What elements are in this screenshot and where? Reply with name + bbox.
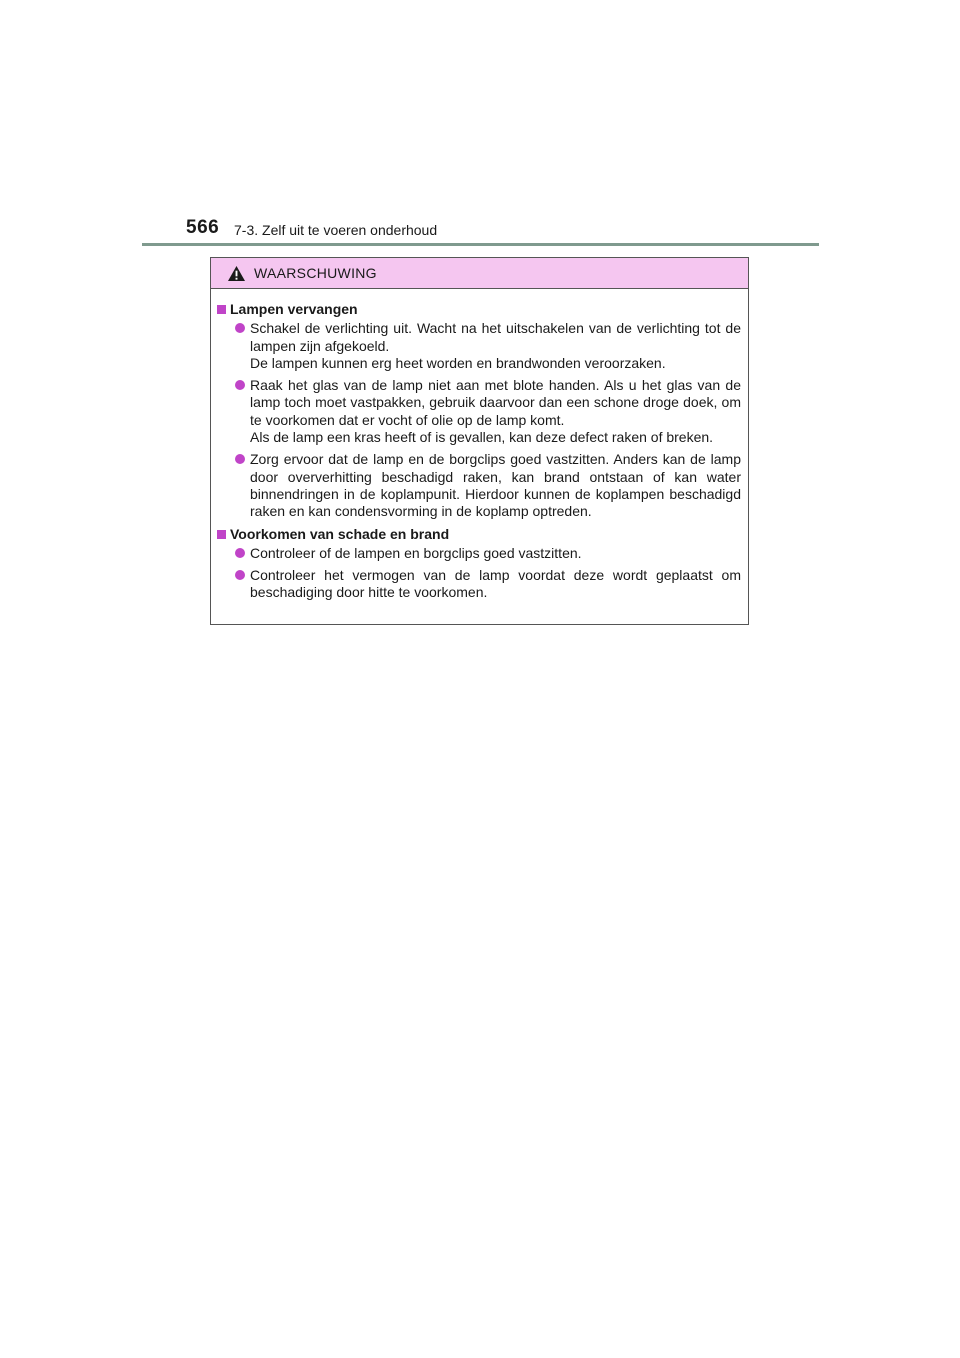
list-item-text: Controleer het vermogen van de lamp voordat deze wordt geplaatst om beschadiging door hitte te voorkomen.	[250, 567, 741, 601]
header-divider	[142, 243, 819, 246]
round-bullet-icon	[235, 323, 245, 333]
round-bullet-icon	[235, 454, 245, 464]
square-bullet-icon	[217, 305, 226, 314]
list-item	[217, 567, 741, 602]
warning-body	[211, 289, 748, 602]
section-heading	[217, 526, 741, 543]
page-number: 566	[186, 217, 220, 238]
section-title: 7-3. Zelf uit te voeren onderhoud	[234, 222, 438, 238]
section-heading-text: Voorkomen van schade en brand	[230, 525, 450, 542]
round-bullet-icon	[235, 570, 245, 580]
list-item-text: Controleer of de lampen en borgclips goed vastzitten.	[250, 544, 582, 561]
warning-title: WAARSCHUWING	[254, 265, 377, 281]
list-item	[217, 451, 741, 520]
warning-box	[210, 257, 749, 625]
list-item	[217, 377, 741, 446]
warning-triangle-icon	[227, 265, 246, 282]
warning-header	[211, 258, 748, 289]
round-bullet-icon	[235, 548, 245, 558]
section-heading-text: Lampen vervangen	[230, 301, 358, 317]
list-item-text: De lampen kunnen erg heet worden en brandwonden veroorzaken.	[250, 354, 666, 371]
list-item-text: Zorg ervoor dat de lamp en de borgclips goed vastzitten. Anders kan de lamp door oververhitting beschadigd raken, kan brand ontstaan of kan water binnendringen in de koplampunit. Hierdoor kunnen de koplampen beschadigd raken en kan condensvorming in de koplamp optreden.	[250, 451, 741, 520]
round-bullet-icon	[235, 380, 245, 390]
list-item-text: Als de lamp een kras heeft of is gevallen, kan deze defect raken of breken.	[250, 429, 714, 446]
list-item-text: Schakel de verlichting uit. Wacht na het uitschakelen van de verlichting tot de lampen zijn afgekoeld.	[250, 320, 741, 354]
section-heading	[217, 301, 741, 318]
list-item	[217, 545, 741, 562]
square-bullet-icon	[217, 530, 226, 539]
list-item	[217, 320, 741, 372]
list-item-text: Raak het glas van de lamp niet aan met blote handen. Als u het glas van de lamp toch moet vastpakken, gebruik daarvoor dan een schone droge doek, om te voorkomen dat er vocht of olie op de lamp komt.	[250, 377, 741, 428]
